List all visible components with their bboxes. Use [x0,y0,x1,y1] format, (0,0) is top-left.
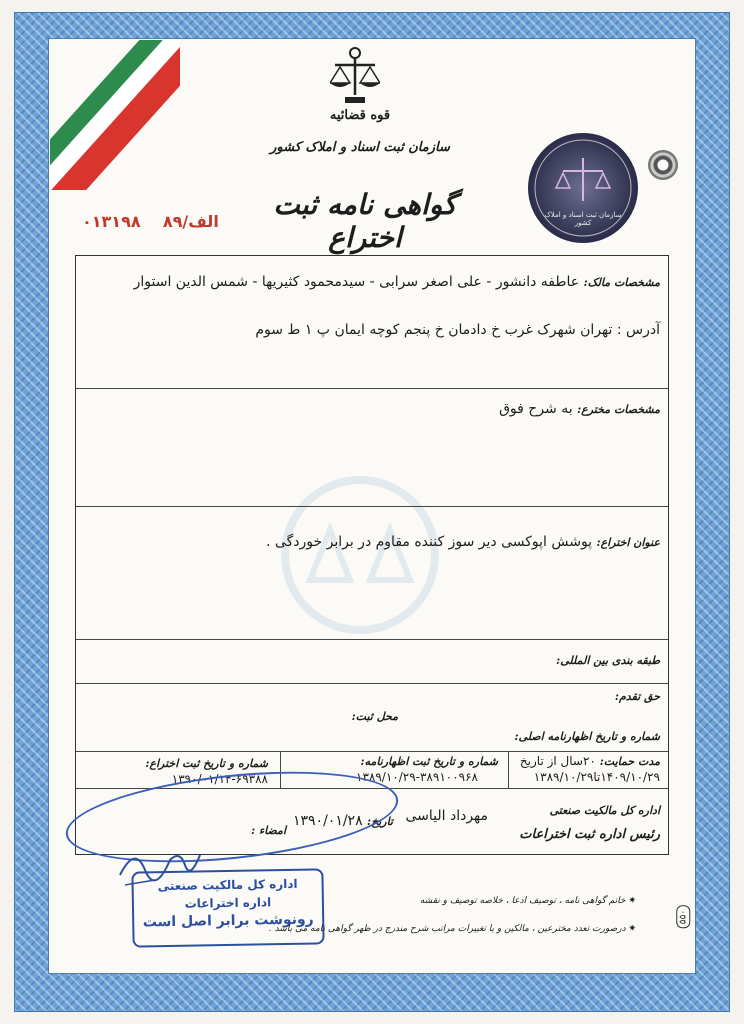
signer-name: مهرداد الیاسی [405,808,488,824]
orig-decl-label: شماره و تاریخ اظهارنامه اصلی: [514,730,660,743]
protection-value-1: ۲۰سال از تاریخ [519,754,596,768]
invention-title-label: عنوان اختراع: [596,536,660,549]
registration-cell [145,756,268,770]
signer-dept [550,804,660,817]
place-of-registration [352,708,398,724]
owner-value: عاطفه دانشور - علی اصغر سرابی - سیدمحمود کثیریها - شمس الدین استوار [133,274,580,290]
footnote-1-text: خاتم گواهی نامه ، توصیف ادعا ، خلاصه توصیف و نقشه [419,896,626,906]
date-value: ۱۳۹۰/۰۱/۲۸ [293,813,363,829]
certified-copy-stamp [131,868,324,947]
owner-label: مشخصات مالک: [583,276,660,289]
protection-period [534,770,660,784]
serial-number [82,212,219,231]
stamp-line-1: اداره کل مالکیت صنعتی [157,876,298,894]
declaration-label: شماره و تاریخ ثبت اظهارنامه: [360,755,498,768]
footnote-1 [420,896,636,906]
address-label: آدرس : [616,322,660,338]
declaration-value: ۱۳۸۹/۱۰/۲۹-۳۸۹۱۰۰۹۶۸ [356,770,478,784]
judiciary-scales-emblem-icon [330,45,380,107]
signer-name-row [405,808,488,824]
owner-row [134,274,660,290]
certificate-title: گواهی نامه ثبت اختراع [273,188,457,254]
grommet-eyelet [648,150,678,180]
protection-cell [520,754,660,768]
registration-label: شماره و تاریخ ثبت اختراع: [145,757,268,770]
invention-title-value: پوشش اپوکسی دیر سوز کننده مقاوم در برابر خوردگی . [266,534,593,550]
declaration-cell [360,754,498,768]
signer-dept-label: اداره کل مالکیت صنعتی [549,804,660,817]
invention-title-row [266,534,660,550]
place-label: محل ثبت: [351,710,398,723]
intl-class-label: طبقه بندی بین المللی: [556,654,660,667]
signer-title-row [519,826,660,842]
judiciary-label: قوه قضائیه [329,108,391,123]
protection-value-2: ۱۴۰۹/۱۰/۲۹تا۱۳۸۹/۱۰/۲۹ [533,770,660,784]
registration-value: ۱۳۹۰/۰۱/۱۴-۶۹۳۸۸ [171,772,268,786]
official-seal [528,133,638,243]
priority-label: حق تقدم: [614,690,660,703]
star-icon: ✷ [625,896,636,906]
serial-code: ۰۱۳۱۹۸ [82,212,141,231]
star-icon: ✷ [625,924,636,934]
stamp-line-3: رونوشت برابر اصل است [142,911,314,931]
signature-label: امضاء : [251,824,286,837]
certificate-fields-table [75,255,669,855]
footnote-2-text: درصورت تعدد مخترعین ، مالکین و یا تغییرات مراتب شرح مندرج در ظهر گواهی نامه می باشد . [268,924,626,934]
address-row [255,322,660,338]
inventor-row [499,401,660,417]
priority-row [615,688,660,704]
footnote-2 [269,924,636,934]
seal-text: سازمان ثبت اسناد و املاک کشور [544,211,622,227]
orig-decl-row [514,728,660,744]
inventor-label: مشخصات مخترع: [577,403,660,416]
intl-class-row [556,652,660,668]
iran-flag-icon [50,40,180,190]
serial-series: الف/۸۹ [162,212,219,231]
registry-org-label: سازمان ثبت اسناد و املاک کشور [270,140,450,155]
inventor-value: به شرح فوق [499,401,573,417]
side-code: ۵۵۰ [676,906,690,929]
date-label: تاریخ: [367,815,393,828]
protection-label: مدت حمایت: [599,755,660,768]
address-value: تهران شهرک غرب خ دادمان خ پنجم کوچه ایمان پ ۱ ط سوم [255,322,613,338]
signer-title: رئیس اداره ثبت اختراعات [519,827,660,842]
stamp-line-2: اداره اختراعات [184,895,272,911]
